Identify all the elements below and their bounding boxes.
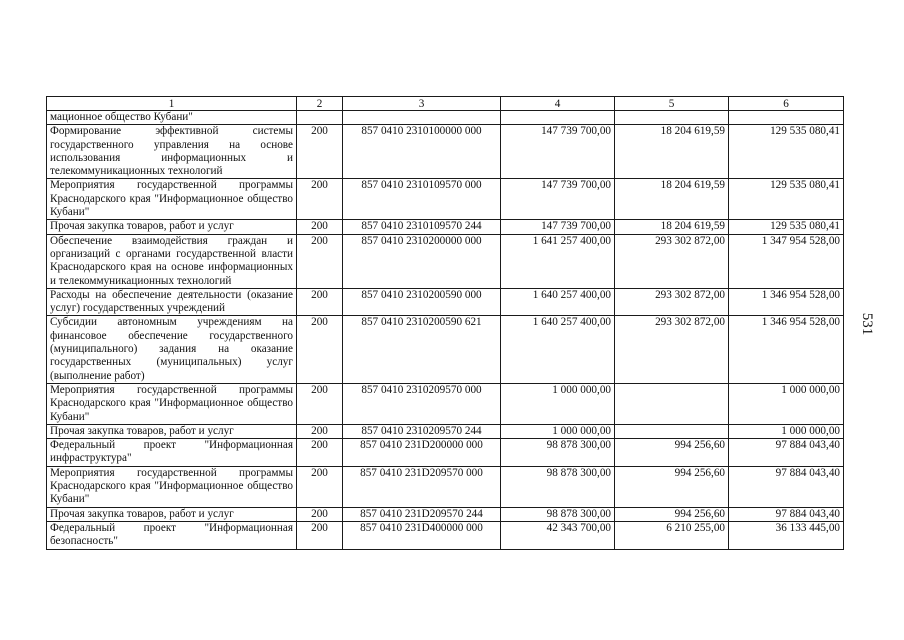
row-name: Прочая закупка товаров, работ и услуг (47, 424, 297, 438)
row-value-4: 147 739 700,00 (501, 179, 615, 220)
budget-table (46, 96, 844, 550)
row-value-4: 147 739 700,00 (501, 125, 615, 179)
table-row (47, 179, 844, 220)
row-code: 200 (297, 383, 343, 424)
table-row (47, 439, 844, 467)
row-value-5: 293 302 872,00 (615, 288, 729, 316)
row-value-4: 1 000 000,00 (501, 383, 615, 424)
row-code: 200 (297, 125, 343, 179)
row-value-4 (501, 111, 615, 125)
row-value-6: 97 884 043,40 (729, 466, 844, 507)
row-value-5 (615, 383, 729, 424)
row-value-5 (615, 111, 729, 125)
row-value-4: 98 878 300,00 (501, 466, 615, 507)
row-value-6: 1 000 000,00 (729, 424, 844, 438)
table-row (47, 507, 844, 521)
row-name: Прочая закупка товаров, работ и услуг (47, 507, 297, 521)
column-number-header (47, 97, 844, 111)
row-kbk: 857 0410 2310200590 000 (343, 288, 501, 316)
row-name: Мероприятия государственной программы Краснодарского края "Информационное общество Кубани" (47, 383, 297, 424)
row-value-6: 1 000 000,00 (729, 383, 844, 424)
row-value-5: 994 256,60 (615, 439, 729, 467)
row-kbk: 857 0410 2310200000 000 (343, 234, 501, 288)
row-kbk: 857 0410 2310209570 244 (343, 424, 501, 438)
row-value-5: 994 256,60 (615, 466, 729, 507)
row-code: 200 (297, 288, 343, 316)
row-value-4: 98 878 300,00 (501, 439, 615, 467)
header-col-3: 3 (343, 97, 501, 111)
row-value-5: 293 302 872,00 (615, 316, 729, 383)
row-name: Обеспечение взаимодействия граждан и организаций с органами государственной власти Краснодарского края на основе информационных и телекоммуникационных технологий (47, 234, 297, 288)
row-kbk: 857 0410 231D400000 000 (343, 521, 501, 549)
row-value-6: 97 884 043,40 (729, 439, 844, 467)
row-name: Федеральный проект "Информационная безопасность" (47, 521, 297, 549)
row-value-6: 1 346 954 528,00 (729, 316, 844, 383)
table-row (47, 466, 844, 507)
table-row (47, 316, 844, 383)
table-row (47, 424, 844, 438)
row-kbk: 857 0410 231D200000 000 (343, 439, 501, 467)
row-name: Расходы на обеспечение деятельности (оказание услуг) государственных учреждений (47, 288, 297, 316)
row-code: 200 (297, 507, 343, 521)
header-col-5: 5 (615, 97, 729, 111)
row-value-4: 1 640 257 400,00 (501, 316, 615, 383)
row-code: 200 (297, 424, 343, 438)
row-kbk (343, 111, 501, 125)
row-kbk: 857 0410 2310209570 000 (343, 383, 501, 424)
table-row (47, 220, 844, 234)
table-row (47, 383, 844, 424)
header-col-4: 4 (501, 97, 615, 111)
row-name: Формирование эффективной системы государственного управления на основе использования информационных и телекоммуникационных технологий (47, 125, 297, 179)
row-kbk: 857 0410 2310200590 621 (343, 316, 501, 383)
row-value-6: 1 346 954 528,00 (729, 288, 844, 316)
row-name: Мероприятия государственной программы Краснодарского края "Информационное общество Кубани" (47, 179, 297, 220)
row-code: 200 (297, 439, 343, 467)
row-name: Мероприятия государственной программы Краснодарского края "Информационное общество Кубани" (47, 466, 297, 507)
row-value-5 (615, 424, 729, 438)
header-col-1: 1 (47, 97, 297, 111)
table-row (47, 234, 844, 288)
row-kbk: 857 0410 2310109570 244 (343, 220, 501, 234)
row-value-6 (729, 111, 844, 125)
row-value-6: 129 535 080,41 (729, 179, 844, 220)
row-value-5: 18 204 619,59 (615, 220, 729, 234)
row-value-5: 293 302 872,00 (615, 234, 729, 288)
row-name: Федеральный проект "Информационная инфраструктура" (47, 439, 297, 467)
table-row (47, 125, 844, 179)
row-kbk: 857 0410 231D209570 000 (343, 466, 501, 507)
row-code: 200 (297, 179, 343, 220)
row-value-6: 129 535 080,41 (729, 220, 844, 234)
row-value-6: 129 535 080,41 (729, 125, 844, 179)
row-code: 200 (297, 234, 343, 288)
row-kbk: 857 0410 231D209570 244 (343, 507, 501, 521)
budget-table-body (47, 97, 844, 550)
row-code: 200 (297, 316, 343, 383)
table-row (47, 111, 844, 125)
row-name: Прочая закупка товаров, работ и услуг (47, 220, 297, 234)
row-value-5: 18 204 619,59 (615, 125, 729, 179)
page-number: 531 (859, 312, 875, 336)
header-col-6: 6 (729, 97, 844, 111)
table-row (47, 288, 844, 316)
row-value-5: 18 204 619,59 (615, 179, 729, 220)
row-value-4: 42 343 700,00 (501, 521, 615, 549)
row-code (297, 111, 343, 125)
table-row (47, 521, 844, 549)
row-name: мационное общество Кубани" (47, 111, 297, 125)
row-value-6: 36 133 445,00 (729, 521, 844, 549)
row-value-5: 6 210 255,00 (615, 521, 729, 549)
row-kbk: 857 0410 2310100000 000 (343, 125, 501, 179)
row-code: 200 (297, 466, 343, 507)
row-value-4: 1 640 257 400,00 (501, 288, 615, 316)
row-value-5: 994 256,60 (615, 507, 729, 521)
row-code: 200 (297, 521, 343, 549)
row-code: 200 (297, 220, 343, 234)
row-value-6: 97 884 043,40 (729, 507, 844, 521)
row-kbk: 857 0410 2310109570 000 (343, 179, 501, 220)
row-value-6: 1 347 954 528,00 (729, 234, 844, 288)
header-col-2: 2 (297, 97, 343, 111)
row-value-4: 98 878 300,00 (501, 507, 615, 521)
row-value-4: 1 641 257 400,00 (501, 234, 615, 288)
row-name: Субсидии автономным учреждениям на финансовое обеспечение государственного (муниципального) задания на оказание государственных (муниципальных) услуг (выполнение работ) (47, 316, 297, 383)
row-value-4: 147 739 700,00 (501, 220, 615, 234)
row-value-4: 1 000 000,00 (501, 424, 615, 438)
